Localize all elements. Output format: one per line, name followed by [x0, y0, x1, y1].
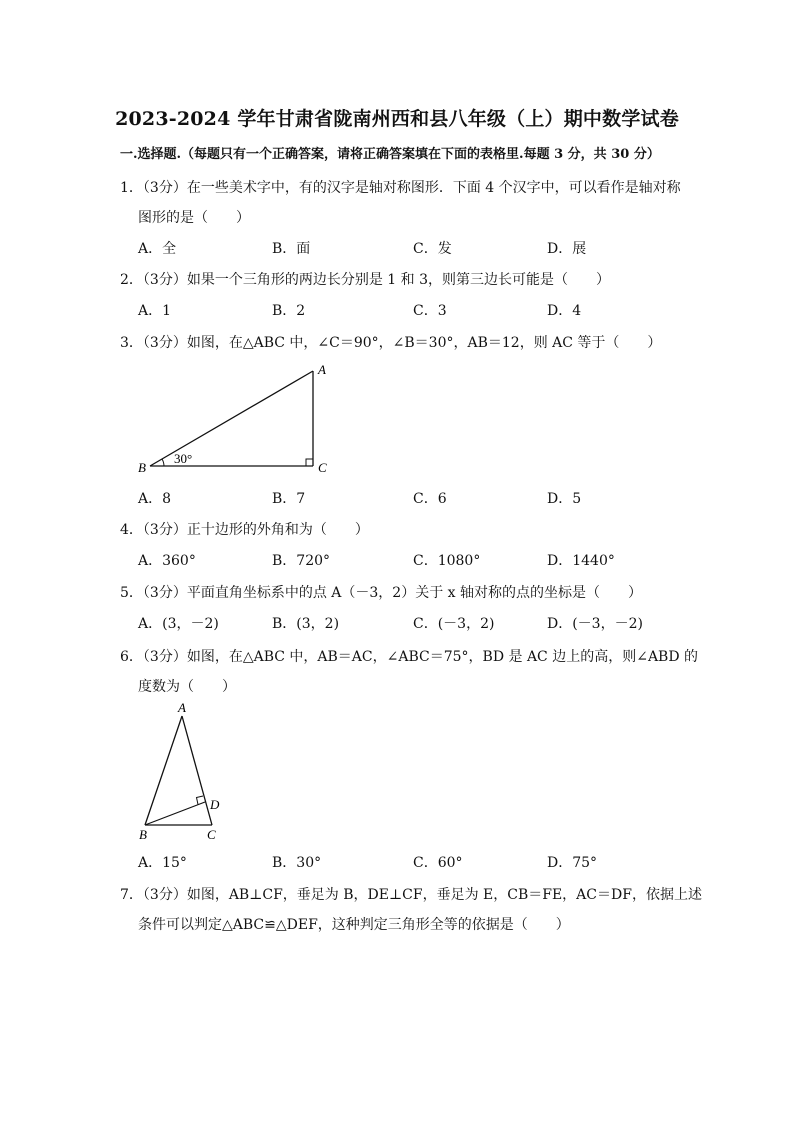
q2-option-c: C．3: [413, 303, 447, 319]
q5-option-b: B．(3，2): [272, 616, 340, 632]
question-3-line-1: 3．（3分）如图，在△ABC 中，∠C＝90°，∠B＝30°，AB＝12，则 AC 等于（ ）: [120, 335, 662, 351]
q3-option-b: B．7: [272, 491, 306, 507]
question-1-line-2: 图形的是（ ）: [138, 210, 250, 226]
q3-option-d: D．5: [547, 491, 582, 507]
section-heading: 一.选择题.（每题只有一个正确答案，请将正确答案填在下面的表格里.每题 3 分，共 30 分）: [120, 147, 660, 162]
q6-label-c: C: [207, 827, 216, 842]
q4-option-b: B．720°: [272, 553, 331, 569]
question-1-line-1: 1．（3分）在一些美术字中，有的汉字是轴对称图形．下面 4 个汉字中，可以看作是轴对称: [120, 180, 681, 196]
q6-label-a: A: [178, 700, 186, 715]
q3-angle-arc: [162, 459, 164, 466]
q2-option-a: A．1: [138, 303, 172, 319]
q3-label-b: B: [138, 460, 146, 475]
q1-option-d: D．展: [547, 241, 587, 257]
q5-option-c: C．(－3，2): [413, 616, 495, 632]
q5-option-a: A．(3，－2): [138, 616, 219, 632]
q5-option-d: D．(－3，－2): [547, 616, 643, 632]
q1-option-c: C．发: [413, 241, 452, 257]
q3-triangle-figure: [130, 358, 345, 480]
q4-option-c: C．1080°: [413, 553, 481, 569]
q3-label-c: C: [318, 460, 327, 475]
q3-right-angle-mark: [306, 459, 313, 466]
q4-option-a: A．360°: [138, 553, 196, 569]
question-5-line-1: 5．（3分）平面直角坐标系中的点 A（－3，2）关于 x 轴对称的点的坐标是（ ）: [120, 585, 642, 601]
q6-altitude-bd: [145, 802, 205, 825]
question-6-line-2: 度数为（ ）: [138, 679, 236, 695]
q2-option-b: B．2: [272, 303, 306, 319]
page-title: 2023-2024 学年甘肃省陇南州西和县八年级（上）期中数学试卷: [115, 108, 679, 130]
q3-option-c: C．6: [413, 491, 447, 507]
q6-option-a: A．15°: [138, 855, 187, 871]
q6-label-b: B: [139, 827, 147, 842]
q4-option-d: D．1440°: [547, 553, 615, 569]
q3-label-a: A: [318, 362, 326, 377]
q1-option-a: A．全: [138, 241, 177, 257]
question-4-line-1: 4．（3分）正十边形的外角和为（ ）: [120, 522, 369, 538]
q6-option-d: D．75°: [547, 855, 598, 871]
q2-option-d: D．4: [547, 303, 582, 319]
q3-option-a: A．8: [138, 491, 172, 507]
q6-side-ab: [145, 716, 182, 825]
q1-option-b: B．面: [272, 241, 311, 257]
question-7-line-2: 条件可以判定△ABC≌△DEF，这种判定三角形全等的依据是（ ）: [138, 917, 570, 933]
q6-option-c: C．60°: [413, 855, 463, 871]
question-2-line-1: 2．（3分）如果一个三角形的两边长分别是 1 和 3，则第三边长可能是（ ）: [120, 272, 610, 288]
q6-option-b: B．30°: [272, 855, 322, 871]
q6-triangle-figure: [130, 698, 230, 846]
question-7-line-1: 7．（3分）如图，AB⊥CF，垂足为 B，DE⊥CF，垂足为 E，CB＝FE，AC＝DF，依据上述: [120, 887, 702, 903]
question-6-line-1: 6．（3分）如图，在△ABC 中，AB＝AC，∠ABC＝75°，BD 是 AC 边上的高，则∠ABD 的: [120, 649, 699, 665]
q6-label-d: D: [210, 797, 220, 812]
q3-angle-label: 30°: [174, 451, 193, 466]
